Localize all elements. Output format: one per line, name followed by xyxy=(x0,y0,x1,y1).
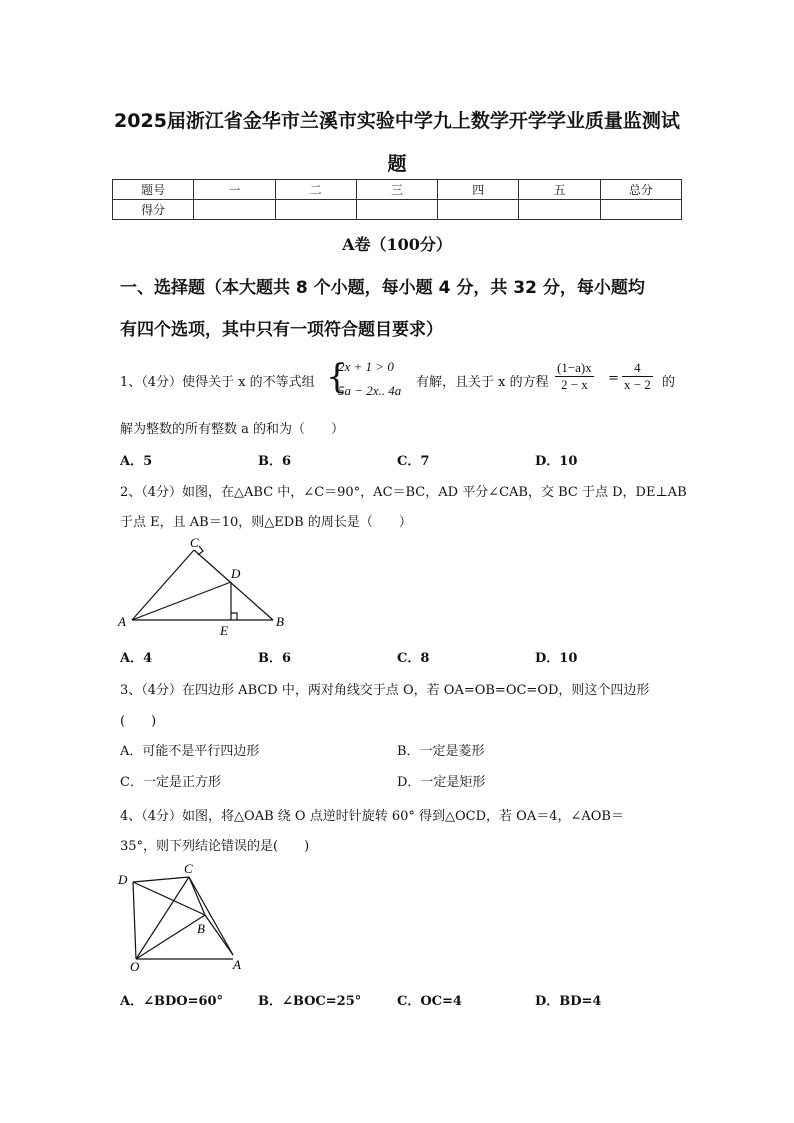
score-header-cell: 一 xyxy=(194,180,275,200)
q4-label-d: D xyxy=(118,872,128,887)
q1-option-a: A．5 xyxy=(120,454,153,469)
q4-segment-ca xyxy=(189,877,233,955)
q4-option-d: D．BD=4 xyxy=(535,994,602,1009)
score-cell xyxy=(356,200,437,220)
q4-label-o: O xyxy=(130,959,140,974)
score-header-cell: 总分 xyxy=(600,180,681,200)
score-cell xyxy=(438,200,519,220)
q4-segment-dc xyxy=(133,877,189,882)
q4-label-c: C xyxy=(184,862,193,876)
q3-line2: ( ) xyxy=(120,714,157,729)
q3-option-a: A．可能不是平行四边形 xyxy=(120,744,260,759)
q2-option-d: D．10 xyxy=(535,651,578,666)
q2-label-b: B xyxy=(276,614,284,629)
q1-text-c: 的 xyxy=(662,375,676,390)
q1-equals: = xyxy=(608,371,619,386)
q2-option-a: A．4 xyxy=(120,651,153,666)
score-header-cell: 四 xyxy=(438,180,519,200)
q2-label-c: C xyxy=(190,535,199,550)
score-cell xyxy=(194,200,275,220)
q1-frac2-denominator: x − 2 xyxy=(624,377,651,392)
score-table-header-row xyxy=(113,180,682,200)
score-header-cell: 五 xyxy=(519,180,600,200)
q4-rotation-figure xyxy=(116,862,246,974)
q2-line2: 于点 E，且 AB＝10，则△EDB 的周长是（ ） xyxy=(120,515,412,530)
q4-label-a: A xyxy=(233,957,241,972)
score-cell xyxy=(275,200,356,220)
q1-line2: 解为整数的所有整数 a 的和为（ ） xyxy=(120,422,345,437)
q1-option-c: C．7 xyxy=(397,454,430,469)
q4-segment-oc xyxy=(136,877,189,959)
q4-option-b: B．∠BOC=25° xyxy=(258,994,362,1009)
score-table-score-row xyxy=(113,200,682,220)
part1-heading-line2: 有四个选项，其中只有一项符合题目要求） xyxy=(120,320,443,340)
q2-label-d: D xyxy=(231,566,241,581)
score-row-label: 得分 xyxy=(113,200,194,220)
score-header-cell: 二 xyxy=(275,180,356,200)
q4-line1: 4、（4分）如图，将△OAB 绕 O 点逆时针旋转 60° 得到△OCD，若 OA＝4，∠AOB＝ xyxy=(120,809,624,824)
q2-side-cb xyxy=(194,550,273,620)
q1-frac1-denominator: 2 − x xyxy=(560,377,588,392)
q4-segment-ob xyxy=(136,915,205,959)
q1-fraction-1 xyxy=(555,360,594,393)
q3-option-c: C．一定是正方形 xyxy=(120,775,221,790)
score-table xyxy=(112,179,682,220)
q4-segment-od xyxy=(133,882,136,959)
q4-option-c: C．OC=4 xyxy=(397,994,462,1009)
q4-option-a: A．∠BDO=60° xyxy=(120,994,224,1009)
q2-right-angle-e xyxy=(231,613,237,620)
q1-inequality-2: 5a − 2x.. 4a xyxy=(338,383,402,398)
q1-option-b: B．6 xyxy=(258,454,292,469)
q1-frac2-numerator: 4 xyxy=(622,360,653,377)
q2-right-angle-c xyxy=(198,546,203,555)
q2-triangle-figure xyxy=(116,534,296,638)
q4-line2: 35°，则下列结论错误的是( ) xyxy=(120,839,310,854)
q4-segment-ba xyxy=(205,915,233,955)
volume-a-heading: A卷（100分） xyxy=(342,235,452,254)
q2-segment-ad xyxy=(132,582,231,620)
exam-title-line1: 2025届浙江省金华市兰溪市实验中学九上数学开学学业质量监测试 xyxy=(114,110,680,132)
q2-line1: 2、（4分）如图，在△ABC 中，∠C＝90°，AC＝BC，AD 平分∠CAB，交 BC 于点 D，DE⊥AB xyxy=(120,485,687,500)
q3-option-b: B．一定是菱形 xyxy=(397,744,485,759)
q1-brace: { xyxy=(326,357,348,397)
q1-frac1-numerator: (1−a)x xyxy=(557,360,592,375)
score-header-cell: 题号 xyxy=(113,180,194,200)
q4-label-b: B xyxy=(197,921,205,936)
q1-fraction-2 xyxy=(622,360,653,393)
exam-title-line2: 题 xyxy=(387,153,407,175)
q2-label-e: E xyxy=(220,623,228,638)
q1-text-b: 有解，且关于 x 的方程 xyxy=(416,375,549,390)
q3-option-d: D．一定是矩形 xyxy=(397,775,486,790)
q1-text-a: 1、（4分）使得关于 x 的不等式组 xyxy=(120,375,315,390)
q1-option-d: D．10 xyxy=(535,454,578,469)
q2-option-c: C．8 xyxy=(397,651,430,666)
part1-heading-line1: 一、选择题（本大题共 8 个小题，每小题 4 分，共 32 分，每小题均 xyxy=(120,278,645,298)
score-cell xyxy=(519,200,600,220)
q2-label-a: A xyxy=(118,614,126,629)
q2-option-b: B．6 xyxy=(258,651,292,666)
q2-side-ac xyxy=(132,550,194,620)
q1-inequality-1: 2x + 1 > 0 xyxy=(338,359,394,374)
q3-line1: 3、（4分）在四边形 ABCD 中，两对角线交于点 O，若 OA=OB=OC=OD，则这个四边形 xyxy=(120,683,650,698)
score-header-cell: 三 xyxy=(356,180,437,200)
score-cell xyxy=(600,200,681,220)
